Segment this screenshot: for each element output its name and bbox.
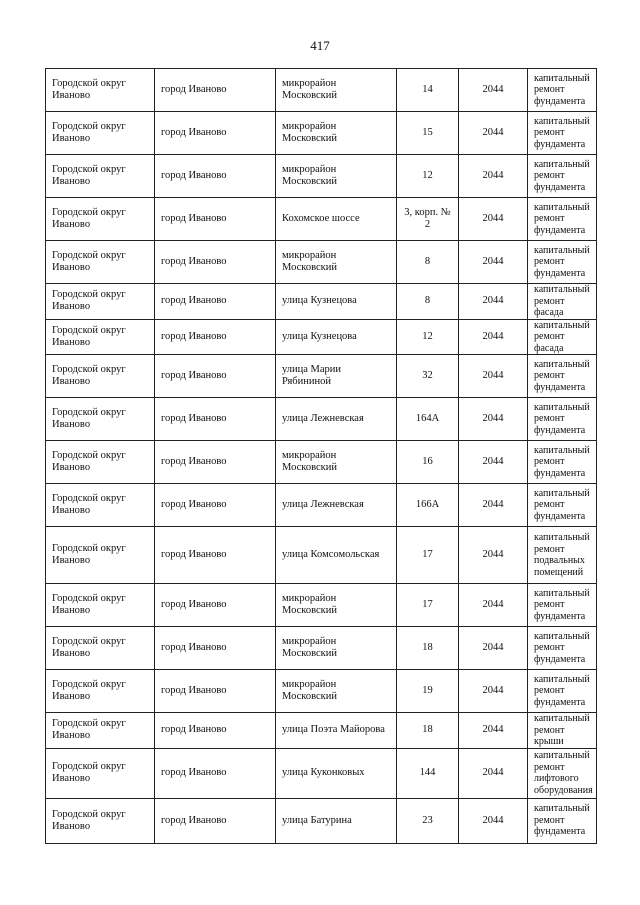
- table-row: [46, 198, 597, 241]
- street-cell: улица Кузнецова: [276, 319, 397, 355]
- year-cell: 2044: [459, 398, 528, 441]
- city-cell: город Иваново: [155, 69, 276, 112]
- year-cell: 2044: [459, 527, 528, 584]
- work-type-cell: капитальный ремонт фундамента: [528, 484, 597, 527]
- municipal-district-cell: Городской округ Иваново: [46, 355, 155, 398]
- year-cell: 2044: [459, 319, 528, 355]
- table-row: [46, 155, 597, 198]
- table-row: [46, 241, 597, 284]
- house-number-cell: 17: [397, 527, 459, 584]
- street-cell: улица Поэта Майорова: [276, 713, 397, 749]
- municipal-district-cell: Городской округ Иваново: [46, 69, 155, 112]
- municipal-district-cell: Городской округ Иваново: [46, 112, 155, 155]
- year-cell: 2044: [459, 484, 528, 527]
- municipal-district-cell: Городской округ Иваново: [46, 713, 155, 749]
- house-number-cell: 23: [397, 798, 459, 843]
- house-number-cell: 8: [397, 241, 459, 284]
- street-cell: Кохомское шоссе: [276, 198, 397, 241]
- house-number-cell: 18: [397, 713, 459, 749]
- year-cell: 2044: [459, 155, 528, 198]
- year-cell: 2044: [459, 670, 528, 713]
- table-row: [46, 584, 597, 627]
- year-cell: 2044: [459, 284, 528, 320]
- municipal-district-cell: Городской округ Иваново: [46, 670, 155, 713]
- municipal-district-cell: Городской округ Иваново: [46, 798, 155, 843]
- year-cell: 2044: [459, 748, 528, 798]
- municipal-district-cell: Городской округ Иваново: [46, 527, 155, 584]
- house-number-cell: 3, корп. № 2: [397, 198, 459, 241]
- street-cell: микрорайон Московский: [276, 441, 397, 484]
- municipal-district-cell: Городской округ Иваново: [46, 748, 155, 798]
- street-cell: микрорайон Московский: [276, 627, 397, 670]
- year-cell: 2044: [459, 627, 528, 670]
- work-type-cell: капитальный ремонт фундамента: [528, 627, 597, 670]
- table-row: [46, 355, 597, 398]
- work-type-cell: капитальный ремонт фундамента: [528, 798, 597, 843]
- work-type-cell: капитальный ремонт фундамента: [528, 441, 597, 484]
- street-cell: улица Марии Рябининой: [276, 355, 397, 398]
- table-row: [46, 798, 597, 843]
- table-row: [46, 284, 597, 320]
- work-type-cell: капитальный ремонт фасада: [528, 319, 597, 355]
- street-cell: улица Лежневская: [276, 398, 397, 441]
- city-cell: город Иваново: [155, 355, 276, 398]
- house-number-cell: 16: [397, 441, 459, 484]
- city-cell: город Иваново: [155, 441, 276, 484]
- work-type-cell: капитальный ремонт фундамента: [528, 155, 597, 198]
- city-cell: город Иваново: [155, 584, 276, 627]
- municipal-district-cell: Городской округ Иваново: [46, 441, 155, 484]
- house-number-cell: 32: [397, 355, 459, 398]
- municipal-district-cell: Городской округ Иваново: [46, 155, 155, 198]
- work-type-cell: капитальный ремонт лифтового оборудования: [528, 748, 597, 798]
- table-row: [46, 748, 597, 798]
- year-cell: 2044: [459, 584, 528, 627]
- municipal-district-cell: Городской округ Иваново: [46, 241, 155, 284]
- table-row: [46, 69, 597, 112]
- house-number-cell: 164А: [397, 398, 459, 441]
- work-type-cell: капитальный ремонт подвальных помещений: [528, 527, 597, 584]
- city-cell: город Иваново: [155, 241, 276, 284]
- work-type-cell: капитальный ремонт фундамента: [528, 112, 597, 155]
- work-type-cell: капитальный ремонт фундамента: [528, 355, 597, 398]
- year-cell: 2044: [459, 198, 528, 241]
- city-cell: город Иваново: [155, 484, 276, 527]
- city-cell: город Иваново: [155, 284, 276, 320]
- municipal-district-cell: Городской округ Иваново: [46, 319, 155, 355]
- table-row: [46, 713, 597, 749]
- street-cell: микрорайон Московский: [276, 241, 397, 284]
- city-cell: город Иваново: [155, 670, 276, 713]
- street-cell: микрорайон Московский: [276, 69, 397, 112]
- house-number-cell: 17: [397, 584, 459, 627]
- municipal-district-cell: Городской округ Иваново: [46, 284, 155, 320]
- table-row: [46, 484, 597, 527]
- table-row: [46, 112, 597, 155]
- house-number-cell: 18: [397, 627, 459, 670]
- year-cell: 2044: [459, 241, 528, 284]
- year-cell: 2044: [459, 69, 528, 112]
- house-number-cell: 12: [397, 319, 459, 355]
- city-cell: город Иваново: [155, 748, 276, 798]
- house-number-cell: 19: [397, 670, 459, 713]
- year-cell: 2044: [459, 112, 528, 155]
- municipal-district-cell: Городской округ Иваново: [46, 627, 155, 670]
- city-cell: город Иваново: [155, 713, 276, 749]
- work-type-cell: капитальный ремонт фундамента: [528, 398, 597, 441]
- municipal-district-cell: Городской округ Иваново: [46, 484, 155, 527]
- work-type-cell: капитальный ремонт фундамента: [528, 670, 597, 713]
- house-number-cell: 12: [397, 155, 459, 198]
- house-number-cell: 8: [397, 284, 459, 320]
- city-cell: город Иваново: [155, 198, 276, 241]
- repair-schedule-table: [45, 68, 597, 844]
- year-cell: 2044: [459, 355, 528, 398]
- city-cell: город Иваново: [155, 155, 276, 198]
- street-cell: микрорайон Московский: [276, 584, 397, 627]
- year-cell: 2044: [459, 713, 528, 749]
- work-type-cell: капитальный ремонт фасада: [528, 284, 597, 320]
- table-row: [46, 398, 597, 441]
- street-cell: микрорайон Московский: [276, 155, 397, 198]
- street-cell: улица Комсомольская: [276, 527, 397, 584]
- work-type-cell: капитальный ремонт фундамента: [528, 584, 597, 627]
- city-cell: город Иваново: [155, 527, 276, 584]
- municipal-district-cell: Городской округ Иваново: [46, 198, 155, 241]
- year-cell: 2044: [459, 441, 528, 484]
- table-row: [46, 670, 597, 713]
- city-cell: город Иваново: [155, 798, 276, 843]
- street-cell: микрорайон Московский: [276, 670, 397, 713]
- street-cell: улица Батурина: [276, 798, 397, 843]
- house-number-cell: 144: [397, 748, 459, 798]
- table-row: [46, 319, 597, 355]
- city-cell: город Иваново: [155, 112, 276, 155]
- house-number-cell: 15: [397, 112, 459, 155]
- city-cell: город Иваново: [155, 319, 276, 355]
- house-number-cell: 166А: [397, 484, 459, 527]
- house-number-cell: 14: [397, 69, 459, 112]
- work-type-cell: капитальный ремонт крыши: [528, 713, 597, 749]
- table-row: [46, 627, 597, 670]
- city-cell: город Иваново: [155, 627, 276, 670]
- street-cell: микрорайон Московский: [276, 112, 397, 155]
- street-cell: улица Куконковых: [276, 748, 397, 798]
- page-number: 417: [310, 38, 330, 53]
- table-row: [46, 527, 597, 584]
- year-cell: 2044: [459, 798, 528, 843]
- table-row: [46, 441, 597, 484]
- work-type-cell: капитальный ремонт фундамента: [528, 241, 597, 284]
- city-cell: город Иваново: [155, 398, 276, 441]
- municipal-district-cell: Городской округ Иваново: [46, 584, 155, 627]
- municipal-district-cell: Городской округ Иваново: [46, 398, 155, 441]
- work-type-cell: капитальный ремонт фундамента: [528, 69, 597, 112]
- work-type-cell: капитальный ремонт фундамента: [528, 198, 597, 241]
- street-cell: улица Лежневская: [276, 484, 397, 527]
- street-cell: улица Кузнецова: [276, 284, 397, 320]
